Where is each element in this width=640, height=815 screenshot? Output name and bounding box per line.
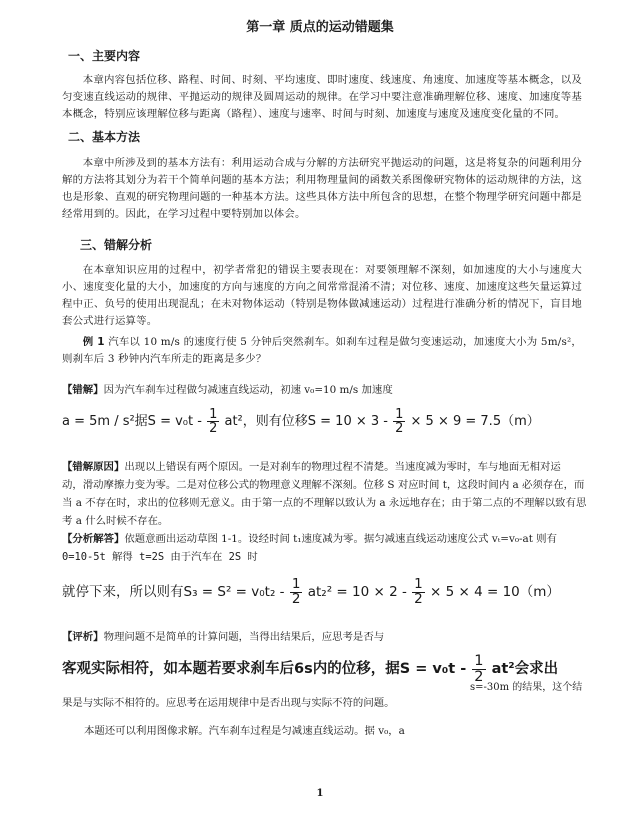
formula-part: × 5 × 4 = 10（m） [430,584,560,600]
section-heading-basic-methods: 二、基本方法 [68,130,141,144]
formula-part: at²会求出 [491,661,559,677]
comment-result-tail: s=-30m 的结果，这个结 [470,682,583,693]
error-cause-text: 出现以上错误有两个原因。一是对刹车的物理过程不清楚。当速度减为零时，车与地面无相对运 [124,461,561,473]
fraction-one-half: $\frac{1}{2}$ [395,407,404,436]
error-cause-line-4: 考 a 什么时候不存在。 [62,515,169,527]
formula-part: a = 5m / s²据S = v₀t - [62,414,202,429]
section-heading-error-analysis: 三、错解分析 [80,238,153,252]
example-text: 汽车以 10 m/s 的速度行使 5 分钟后突然刹车。如刹车过程是做匀变速运动，加速度大小为 5m/s²，则刹车后 3 秒钟内汽车所走的距离是多少？ [62,336,582,365]
section-heading-main-content: 一、主要内容 [68,49,141,63]
paragraph-main-content: 本章内容包括位移、路程、时间、时刻、平均速度、即时速度、线速度、角速度、加速度等基本概念，以及匀变速直线运动的规律、平抛运动的规律及圆周运动的规律。在学习中要注意准确理解位移、速度、加速度等基本概念，特别应该理解位移与距离（路程）、速度与速率、时间与时刻、加速度与速度及速度变化量的不同。 [62,74,582,120]
comment-line-3: 果是与实际不相符的。应思考在运用规律中是否出现与实际不符的问题。 [62,697,395,709]
example-label: 例 1 [82,336,105,348]
formula-part: at²，则有位移S = 10 × 3 - [224,414,388,429]
comment-line-4: 本题还可以利用图像求解。汽车刹车过程是匀减速直线运动。据 v₀，a [84,725,405,737]
wrong-solution-label: 【错解】 [62,384,104,396]
wrong-solution-line [62,381,393,396]
formula-part: 就停下来，所以则有S₃ = S² = v₀t₂ - [62,584,285,600]
fraction-one-half: $\frac{1}{2}$ [291,576,301,607]
error-cause-line-2: 动，滑动摩擦力变为零。二是对位移公式的物理意义理解不深刻。位移 S 对应时间 t，这段时间内 a 必须存在，而 [62,479,585,491]
fraction-one-half: $\frac{1}{2}$ [474,653,484,685]
wrong-solution-text: 因为汽车刹车过程做匀减速直线运动，初速 v₀=10 m/s 加速度 [103,384,393,396]
comment-text: 物理问题不是简单的计算问题，当得出结果后，应思考是否与 [103,631,385,643]
formula-part: 客观实际相符，如本题若要求刹车后6s内的位移，据S = v₀t - [62,661,467,677]
analysis-text: 依题意画出运动草图 1-1。设经时间 t₁速度减为零。据匀减速直线运动速度公式 vₜ=v₀-at 则有 [124,533,557,545]
formula-part: at₂² = 10 × 2 - [307,584,407,600]
comment-line-1 [62,628,384,643]
example-1 [62,334,582,368]
fraction-one-half: $\frac{1}{2}$ [414,576,423,607]
analysis-formula [62,578,560,606]
analysis-line-1 [62,530,557,545]
analysis-line-2: 0=10-5t 解得 t=2S 由于汽车在 2S 时 [62,551,258,563]
formula-part: × 5 × 9 = 7.5（m） [410,414,540,429]
error-cause-line-1 [62,458,561,473]
wrong-solution-formula [62,408,540,435]
error-cause-line-3: 当 a 不存在时，求出的位移则无意义。由于第一点的不理解以致认为 a 永远地存在；由于第二点的不理解以致有思 [62,497,587,509]
page-number: 1 [316,788,324,799]
fraction-one-half: $\frac{1}{2}$ [209,407,218,436]
comment-label: 【评析】 [62,631,104,643]
chapter-title: 第一章 质点的运动错题集 [246,20,394,35]
paragraph-basic-methods: 本章中所涉及到的基本方法有：利用运动合成与分解的方法研究平抛运动的问题，这是将复杂的问题利用分解的方法将其划分为若干个简单问题的基本方法；利用物理量间的函数关系图像研究物体的运动规律的方法，这也是形象、直观的研究物理问题的一种基本方法。这些具体方法中所包含的思想，在整个物理学研究问题中都是经常用到的。因此，在学习过程中要特别加以体会。 [62,157,582,220]
error-cause-label: 【错解原因】 [62,461,125,473]
paragraph-error-analysis: 在本章知识应用的过程中，初学者常犯的错误主要表现在：对要领理解不深刻，如加速度的大小与速度大小、速度变化量的大小，加速度的方向与速度的方向之间常常混淆不清；对位移、速度、加速度这些矢量运算过程中正、负号的使用出现混乱；在未对物体运动（特别是物体做减速运动）过程进行准确分析的情况下，盲目地套公式进行运算等。 [62,264,582,327]
analysis-label: 【分析解答】 [62,533,125,545]
